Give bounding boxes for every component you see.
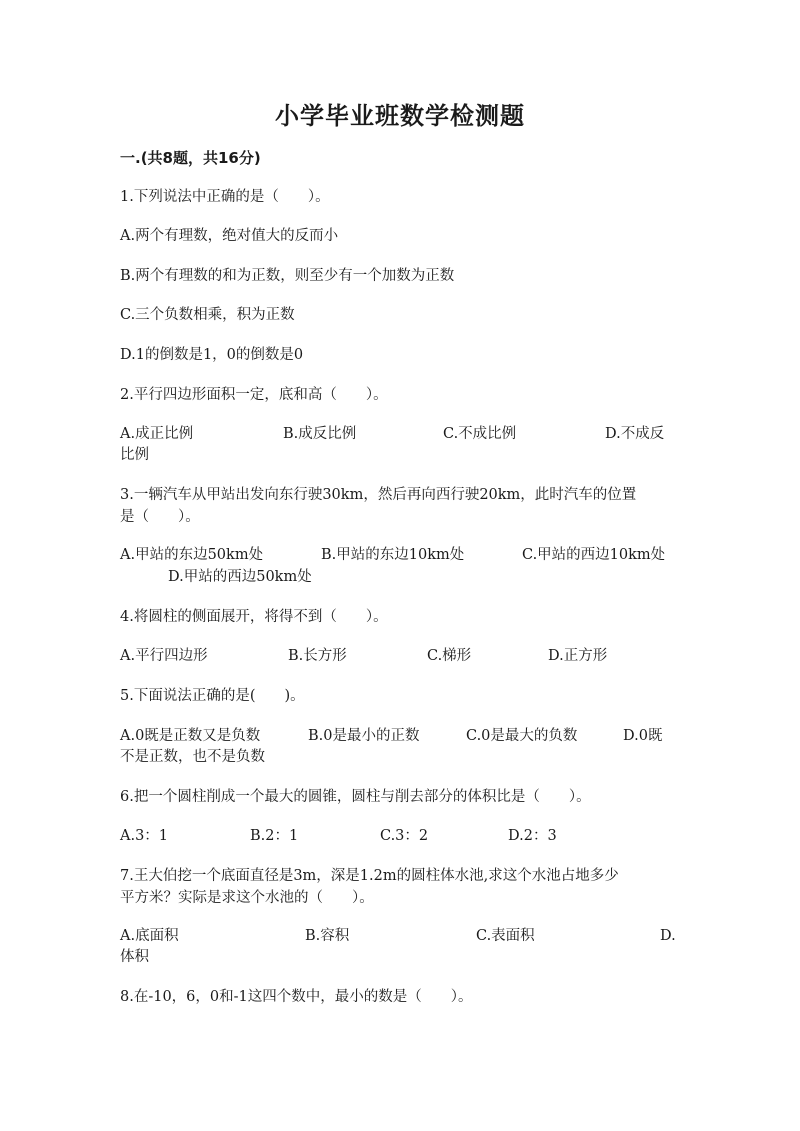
question-7-stem-line-1: 7.王大伯挖一个底面直径是3m，深是1.2m的圆柱体水池,求这个水池占地多少 [120,868,619,884]
question-1-option-d: D.1的倒数是1，0的倒数是0 [120,347,304,363]
question-3-stem-line-2: 是（ ）。 [120,509,200,525]
question-1-stem: 1.下列说法中正确的是（ ）。 [120,189,330,205]
question-6-stem: 6.把一个圆柱削成一个最大的圆锥，圆柱与削去部分的体积比是（ ）。 [120,789,591,805]
question-5-option-b: B.0是最小的正数 [308,728,420,744]
question-3-option-c: C.甲站的西边10km处 [522,547,666,563]
question-1-option-c: C.三个负数相乘，积为正数 [120,307,295,323]
question-7-option-d-wrap: 体积 [120,949,149,965]
question-7-option-d: D. [660,928,676,944]
question-4-option-a: A.平行四边形 [120,648,208,664]
question-3-option-a: A.甲站的东边50km处 [120,547,264,563]
question-7-option-c: C.表面积 [476,928,535,944]
question-5-stem: 5.下面说法正确的是( )。 [120,688,305,704]
question-3-stem-line-1: 3.一辆汽车从甲站出发向东行驶30km，然后再向西行驶20km，此时汽车的位置 [120,487,637,503]
question-6-option-c: C.3：2 [380,828,429,844]
question-4-stem: 4.将圆柱的侧面展开，将得不到（ ）。 [120,609,388,625]
question-3-option-b: B.甲站的东边10km处 [321,547,465,563]
question-7-option-b: B.容积 [305,928,350,944]
question-8-stem: 8.在-10，6，0和-1这四个数中，最小的数是（ ）。 [120,989,473,1005]
question-4-option-b: B.长方形 [288,648,347,664]
question-1-option-b: B.两个有理数的和为正数，则至少有一个加数为正数 [120,268,455,284]
question-5-option-c: C.0是最大的负数 [466,728,578,744]
question-4-option-d: D.正方形 [548,648,608,664]
question-4-options [120,645,680,668]
question-5-option-d-wrap: 不是正数，也不是负数 [120,749,265,765]
question-4-option-c: C.梯形 [427,648,472,664]
question-7-stem-line-2: 平方米？实际是求这个水池的（ ）。 [120,890,374,906]
question-5-option-a: A.0既是正数又是负数 [120,728,261,744]
section-heading: 一.(共8题，共16分) [120,149,261,167]
question-2-option-d: D.不成反 [605,426,665,442]
question-6-option-d: D.2：3 [508,828,557,844]
question-2-option-b: B.成反比例 [283,426,357,442]
question-2-option-a: A.成正比例 [120,426,194,442]
question-3-option-d: D.甲站的西边50km处 [168,569,312,585]
question-2-option-c: C.不成比例 [443,426,517,442]
question-2-options [120,423,680,446]
question-6-option-b: B.2：1 [250,828,299,844]
page-title: 小学毕业班数学检测题 [275,102,525,130]
question-5-options [120,725,680,748]
question-6-option-a: A.3：1 [120,828,169,844]
question-6-options [120,825,680,848]
question-5-option-d: D.0既 [623,728,663,744]
question-2-option-d-wrap: 比例 [120,447,149,463]
question-7-options [120,925,680,948]
question-2-stem: 2.平行四边形面积一定，底和高（ ）。 [120,387,388,403]
question-1-option-a: A.两个有理数，绝对值大的反而小 [120,228,339,244]
question-7-option-a: A.底面积 [120,928,179,944]
question-3-options [120,544,680,567]
